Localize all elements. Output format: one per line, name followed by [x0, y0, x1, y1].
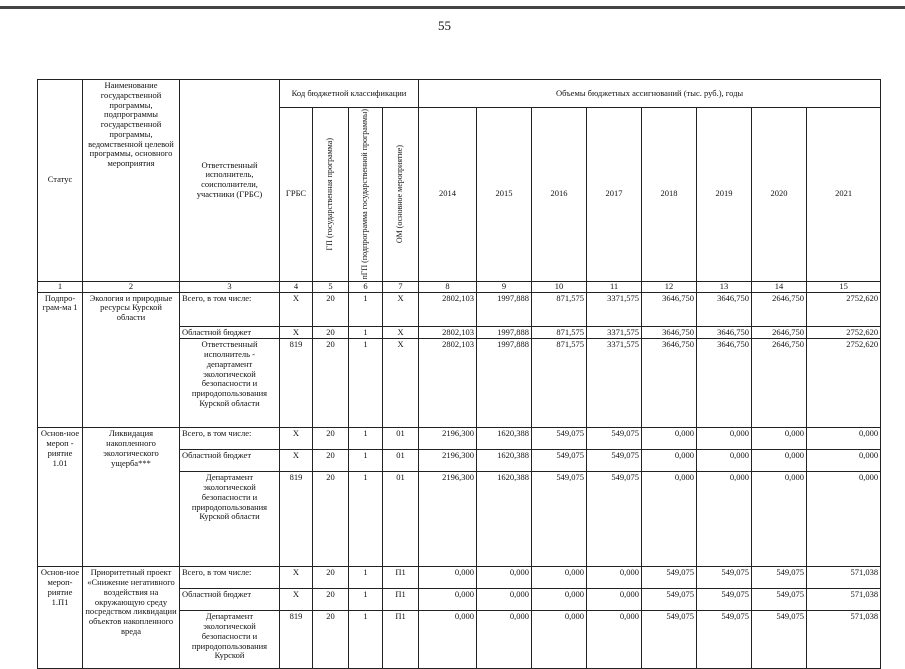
row-value: 1997,888	[477, 292, 532, 326]
row-executor: Департамент экологической безопасности и природопользования Курской области	[180, 472, 280, 567]
header-year: 2017	[587, 108, 642, 282]
row-value: 1997,888	[477, 339, 532, 428]
row-value: 2646,750	[752, 339, 807, 428]
row-grbs: X	[280, 292, 313, 326]
row-executor: Всего, в том числе:	[180, 567, 280, 589]
row-value: 3646,750	[697, 339, 752, 428]
row-value: 2802,103	[419, 326, 477, 339]
column-number: 1	[38, 281, 83, 292]
row-om: 01	[383, 428, 419, 450]
row-value: 549,075	[532, 450, 587, 472]
budget-table	[37, 79, 881, 669]
column-number: 13	[697, 281, 752, 292]
header-year: 2021	[807, 108, 881, 282]
row-om: П1	[383, 589, 419, 611]
row-value: 549,075	[697, 611, 752, 669]
column-number: 12	[642, 281, 697, 292]
row-value: 0,000	[419, 589, 477, 611]
row-value: 1620,388	[477, 428, 532, 450]
row-name: Экология и природные ресурсы Курской области	[83, 292, 180, 428]
column-number: 7	[383, 281, 419, 292]
row-value: 0,000	[419, 567, 477, 589]
table-row	[38, 428, 881, 450]
row-executor: Областной бюджет	[180, 589, 280, 611]
column-number: 2	[83, 281, 180, 292]
row-value: 0,000	[807, 472, 881, 567]
row-value: 0,000	[697, 450, 752, 472]
row-value: 549,075	[697, 567, 752, 589]
column-number: 10	[532, 281, 587, 292]
row-executor: Ответственный исполнитель - департамент экологической безопасности и природопользования Курской области	[180, 339, 280, 428]
column-number: 4	[280, 281, 313, 292]
row-value: 2752,620	[807, 292, 881, 326]
row-value: 0,000	[419, 611, 477, 669]
row-value: 0,000	[587, 611, 642, 669]
row-value: 0,000	[752, 472, 807, 567]
row-executor: Всего, в том числе:	[180, 428, 280, 450]
row-value: 0,000	[532, 589, 587, 611]
row-value: 2752,620	[807, 326, 881, 339]
row-value: 0,000	[587, 567, 642, 589]
row-value: 549,075	[642, 567, 697, 589]
row-value: 1620,388	[477, 450, 532, 472]
row-value: 0,000	[642, 450, 697, 472]
row-value: 871,575	[532, 326, 587, 339]
row-value: 571,038	[807, 589, 881, 611]
row-executor: Департамент экологической безопасности и природопользования Курской	[180, 611, 280, 669]
header-gp-text: ГП (государственная программа)	[325, 138, 335, 251]
row-value: 549,075	[752, 589, 807, 611]
row-value: 0,000	[587, 589, 642, 611]
column-number: 5	[313, 281, 349, 292]
header-year: 2019	[697, 108, 752, 282]
row-pgp: 1	[349, 589, 383, 611]
row-value: 3646,750	[642, 292, 697, 326]
row-value: 1620,388	[477, 472, 532, 567]
row-om: X	[383, 326, 419, 339]
row-value: 0,000	[697, 472, 752, 567]
row-name: Ликвидация накопленного экологического ущерба***	[83, 428, 180, 567]
row-executor: Областной бюджет	[180, 326, 280, 339]
header-kbk: Код бюджетной классификации	[280, 80, 419, 108]
row-status: Подпро-грам-ма 1	[38, 292, 83, 428]
column-number-row	[38, 281, 881, 292]
row-grbs: 819	[280, 472, 313, 567]
header-pgp	[349, 108, 383, 282]
row-gp: 20	[313, 589, 349, 611]
row-pgp: 1	[349, 292, 383, 326]
row-grbs: 819	[280, 339, 313, 428]
row-grbs: X	[280, 326, 313, 339]
header-year: 2015	[477, 108, 532, 282]
table-row	[38, 292, 881, 326]
row-om: 01	[383, 472, 419, 567]
row-pgp: 1	[349, 450, 383, 472]
row-pgp: 1	[349, 567, 383, 589]
header-om	[383, 108, 419, 282]
row-om: П1	[383, 611, 419, 669]
row-value: 2646,750	[752, 292, 807, 326]
row-value: 0,000	[642, 472, 697, 567]
row-grbs: X	[280, 589, 313, 611]
row-value: 0,000	[532, 611, 587, 669]
row-value: 0,000	[642, 428, 697, 450]
row-value: 0,000	[807, 428, 881, 450]
row-value: 0,000	[477, 567, 532, 589]
row-status: Основ-ное мероп - риятие 1.01	[38, 428, 83, 567]
row-value: 0,000	[807, 450, 881, 472]
row-value: 2646,750	[752, 326, 807, 339]
header-executor: Ответственный исполнитель, соисполнители, участники (ГРБС)	[180, 80, 280, 282]
row-value: 549,075	[752, 567, 807, 589]
row-executor: Областной бюджет	[180, 450, 280, 472]
row-value: 871,575	[532, 339, 587, 428]
column-number: 11	[587, 281, 642, 292]
header-grbs: ГРБС	[280, 108, 313, 282]
row-value: 3646,750	[697, 326, 752, 339]
row-grbs: X	[280, 428, 313, 450]
column-number: 14	[752, 281, 807, 292]
row-om: X	[383, 292, 419, 326]
row-gp: 20	[313, 472, 349, 567]
row-value: 3646,750	[697, 292, 752, 326]
row-gp: 20	[313, 292, 349, 326]
header-year: 2014	[419, 108, 477, 282]
row-pgp: 1	[349, 472, 383, 567]
row-value: 2802,103	[419, 292, 477, 326]
row-gp: 20	[313, 428, 349, 450]
row-pgp: 1	[349, 428, 383, 450]
row-value: 0,000	[752, 450, 807, 472]
row-status: Основ-ное мероп-риятие 1.П1	[38, 567, 83, 669]
column-number: 3	[180, 281, 280, 292]
row-pgp: 1	[349, 326, 383, 339]
row-gp: 20	[313, 567, 349, 589]
row-value: 2196,300	[419, 472, 477, 567]
row-gp: 20	[313, 611, 349, 669]
row-value: 549,075	[587, 472, 642, 567]
row-gp: 20	[313, 339, 349, 428]
row-value: 549,075	[642, 611, 697, 669]
row-value: 0,000	[477, 589, 532, 611]
row-value: 0,000	[752, 428, 807, 450]
row-pgp: 1	[349, 339, 383, 428]
row-gp: 20	[313, 450, 349, 472]
header-volumes: Объемы бюджетных ассигнований (тыс. руб.), годы	[419, 80, 881, 108]
row-value: 571,038	[807, 611, 881, 669]
row-value: 571,038	[807, 567, 881, 589]
row-value: 2752,620	[807, 339, 881, 428]
header-year: 2016	[532, 108, 587, 282]
row-value: 549,075	[532, 472, 587, 567]
header-gp	[313, 108, 349, 282]
row-value: 3371,575	[587, 326, 642, 339]
header-year: 2020	[752, 108, 807, 282]
row-value: 0,000	[697, 428, 752, 450]
row-om: П1	[383, 567, 419, 589]
row-value: 3371,575	[587, 339, 642, 428]
row-value: 549,075	[587, 450, 642, 472]
row-value: 3646,750	[642, 339, 697, 428]
row-value: 0,000	[532, 567, 587, 589]
column-number: 15	[807, 281, 881, 292]
row-value: 3371,575	[587, 292, 642, 326]
row-value: 549,075	[532, 428, 587, 450]
row-value: 1997,888	[477, 326, 532, 339]
header-status: Статус	[38, 80, 83, 282]
row-value: 871,575	[532, 292, 587, 326]
row-grbs: X	[280, 567, 313, 589]
row-value: 549,075	[752, 611, 807, 669]
row-value: 549,075	[697, 589, 752, 611]
table-row	[38, 567, 881, 589]
column-number: 6	[349, 281, 383, 292]
row-value: 2802,103	[419, 339, 477, 428]
row-om: 01	[383, 450, 419, 472]
row-om: X	[383, 339, 419, 428]
row-value: 3646,750	[642, 326, 697, 339]
row-name: Приоритетный проект «Снижение негативного воздействия на окружающую среду посредством ликвидации объектов накопленного вреда	[83, 567, 180, 669]
header-om-text: ОМ (основное мероприятие)	[395, 145, 405, 244]
row-value: 549,075	[587, 428, 642, 450]
row-pgp: 1	[349, 611, 383, 669]
row-grbs: 819	[280, 611, 313, 669]
row-grbs: X	[280, 450, 313, 472]
column-number: 9	[477, 281, 532, 292]
page-number: 55	[438, 18, 451, 33]
header-name: Наименование государственной программы, подпрограммы государственной программы, ведомственной целевой программы, основного мероприятия	[83, 80, 180, 282]
row-executor: Всего, в том числе:	[180, 292, 280, 326]
column-number: 8	[419, 281, 477, 292]
scan-top-border	[0, 6, 905, 9]
row-value: 0,000	[477, 611, 532, 669]
header-year: 2018	[642, 108, 697, 282]
row-value: 549,075	[642, 589, 697, 611]
row-gp: 20	[313, 326, 349, 339]
header-pgp-text: пГП (подпрограмма государственной программы)	[360, 109, 370, 280]
row-value: 2196,300	[419, 450, 477, 472]
row-value: 2196,300	[419, 428, 477, 450]
